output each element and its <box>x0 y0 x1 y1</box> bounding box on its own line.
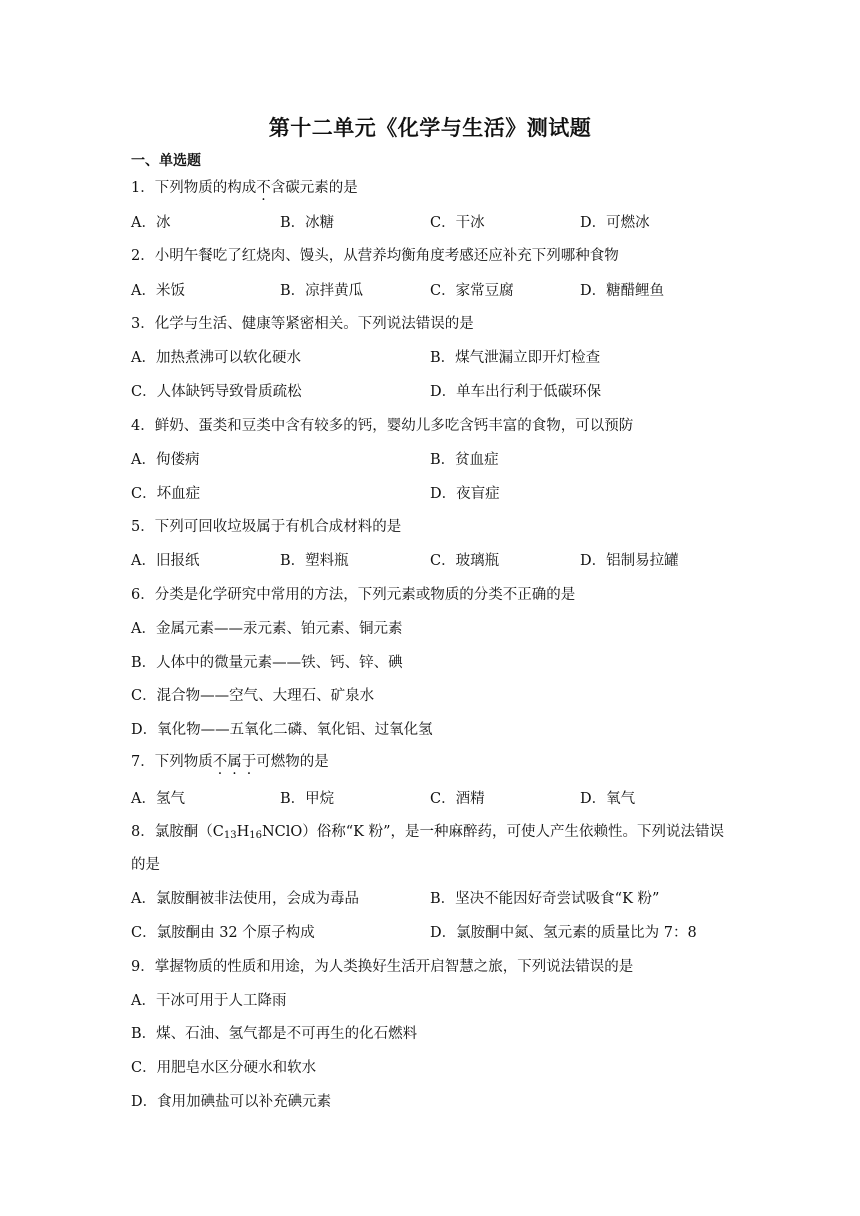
option-8d: D．氯胺酮中氮、氢元素的质量比为 7：8 <box>430 925 697 941</box>
option-8c: C．氯胺酮由 32 个原子构成 <box>131 925 315 941</box>
option-6c: C．混合物——空气、大理石、矿泉水 <box>131 688 375 704</box>
option-5b: B．塑料瓶 <box>280 553 349 569</box>
option-4a: A．佝偻病 <box>131 452 200 468</box>
option-2c: C．家常豆腐 <box>430 283 514 299</box>
page-title: 第十二单元《化学与生活》测试题 <box>268 116 592 140</box>
option-2b: B．凉拌黄瓜 <box>280 283 364 299</box>
question-8-stem: 8．氯胺酮$(C_{13}H_{16}NClO)$俗称“K 粉”，是一种麻醉药，可使人产生依赖性。下列说法错误 <box>131 824 725 841</box>
option-9d: D．食用加碘盐可以补充碘元素 <box>131 1094 332 1110</box>
question-2-stem: 2．小明午餐吃了红烧肉、馒头，从营养均衡角度考感还应补充下列哪种食物 <box>131 248 619 264</box>
option-3b: B．煤气泄漏立即开灯检查 <box>430 350 601 366</box>
option-8b: B．坚决不能因好奇尝试吸食“K 粉” <box>430 891 660 907</box>
option-9c: C．用肥皂水区分硬水和软水 <box>131 1060 317 1076</box>
option-1c: C．干冰 <box>430 215 485 231</box>
option-5c: C．玻璃瓶 <box>430 553 500 569</box>
option-3a: A．加热煮沸可以软化硬水 <box>131 350 301 366</box>
emphasis-char: 不 <box>212 754 228 770</box>
option-1b: B．冰糖 <box>280 215 335 231</box>
option-2d: D．糖醋鲤鱼 <box>580 283 665 299</box>
option-9a: A．干冰可用于人工降雨 <box>131 993 287 1009</box>
option-8a: A．氯胺酮被非法使用，会成为毒品 <box>131 891 359 907</box>
question-7-stem: 7．下列物质不属于可燃物的是 <box>131 754 329 770</box>
option-4c: C．坏血症 <box>131 486 201 502</box>
option-6d: D．氧化物——五氧化二磷、氧化铝、过氧化氢 <box>131 722 433 738</box>
option-1a: A．冰 <box>131 215 171 231</box>
question-1-stem: 1．下列物质的构成不含碳元素的是 <box>131 180 358 196</box>
emphasis-char: 不 <box>256 180 271 196</box>
option-5d: D．铝制易拉罐 <box>580 553 679 569</box>
option-7b: B．甲烷 <box>280 791 335 807</box>
option-6a: A．金属元素——汞元素、铂元素、铜元素 <box>131 621 403 637</box>
question-6-stem: 6．分类是化学研究中常用的方法，下列元素或物质的分类不正确的是 <box>131 587 576 603</box>
question-4-stem: 4．鲜奶、蛋类和豆类中含有较多的钙，婴幼儿多吃含钙丰富的食物，可以预防 <box>131 418 634 434</box>
option-3d: D．单车出行利于低碳环保 <box>430 384 602 400</box>
option-4b: B．贫血症 <box>430 452 499 468</box>
option-3c: C．人体缺钙导致骨质疏松 <box>131 384 302 400</box>
option-2a: A．米饭 <box>131 283 185 299</box>
option-9b: B．煤、石油、氢气都是不可再生的化石燃料 <box>131 1026 418 1042</box>
option-7a: A．氢气 <box>131 791 185 807</box>
option-7c: C．酒精 <box>430 791 485 807</box>
option-5a: A．旧报纸 <box>131 553 200 569</box>
question-5-stem: 5．下列可回收垃圾属于有机合成材料的是 <box>131 519 402 535</box>
section-heading: 一、单选题 <box>131 153 201 169</box>
question-3-stem: 3．化学与生活、健康等紧密相关。下列说法错误的是 <box>131 316 474 332</box>
option-1d: D．可燃冰 <box>580 215 650 231</box>
emphasis-char: 属 <box>227 754 242 770</box>
emphasis-char: 于 <box>241 754 257 770</box>
option-7d: D．氧气 <box>580 791 636 807</box>
question-9-stem: 9．掌握物质的性质和用途，为人类换好生活开启智慧之旅，下列说法错误的是 <box>131 959 634 975</box>
question-8-stem-cont: 的是 <box>131 857 160 873</box>
option-4d: D．夜盲症 <box>430 486 500 502</box>
option-6b: B．人体中的微量元素——铁、钙、锌、碘 <box>131 655 403 671</box>
